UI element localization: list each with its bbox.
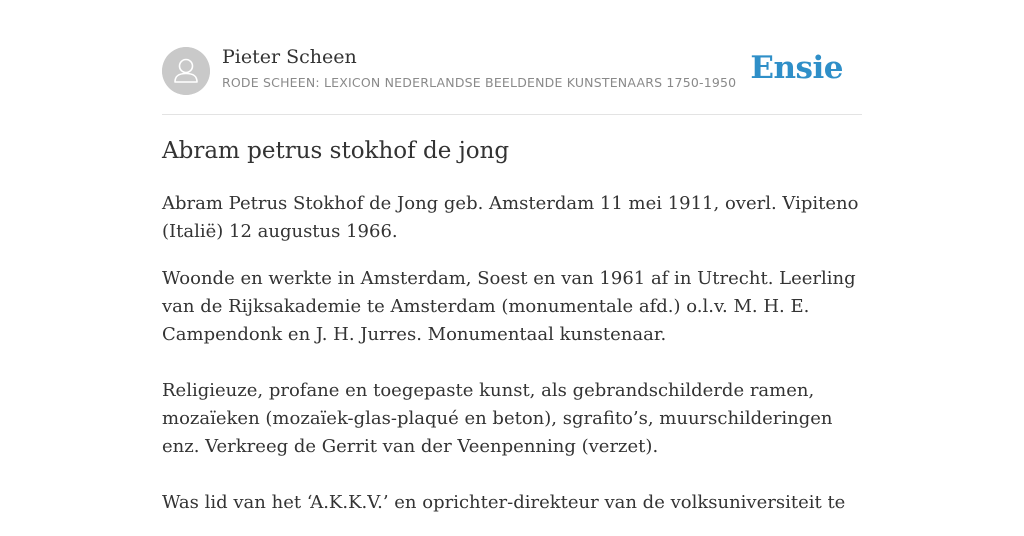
- article-paragraph: Religieuze, profane en toegepaste kunst, als gebrandschilderde ramen, mozaïeken (mozaïek-glas-plaqué en beton), sgrafito’s, muurschilderingen enz. Verkreeg de Gerrit van der Veenpenning (verzet).: [162, 380, 833, 457]
- user-silhouette-icon: [162, 47, 210, 95]
- article-title: Abram petrus stokhof de jong: [162, 138, 510, 164]
- ensie-logo[interactable]: Ensie: [750, 50, 843, 86]
- author-avatar[interactable]: [162, 47, 210, 95]
- article-paragraph: Woonde en werkte in Amsterdam, Soest en van 1961 af in Utrecht. Leerling van de Rijksakademie te Amsterdam (monumentale afd.) o.l.v. M. H. E. Campendonk en J. H. Jurres. Monumentaal kunstenaar.: [162, 268, 856, 345]
- article-paragraph: Was lid van het ‘A.K.K.V.’ en oprichter-direkteur van de volksuniversiteit te: [162, 492, 846, 513]
- author-name-link[interactable]: Pieter Scheen: [222, 46, 357, 68]
- article-body: [162, 190, 862, 536]
- page-header: [162, 0, 862, 115]
- article-paragraph: Abram Petrus Stokhof de Jong geb. Amsterdam 11 mei 1911, overl. Vipiteno (Italië) 12 augustus 1966.: [162, 193, 859, 242]
- source-label[interactable]: RODE SCHEEN: LEXICON NEDERLANDSE BEELDENDE KUNSTENAARS 1750-1950: [222, 75, 737, 90]
- page-container: [162, 0, 862, 513]
